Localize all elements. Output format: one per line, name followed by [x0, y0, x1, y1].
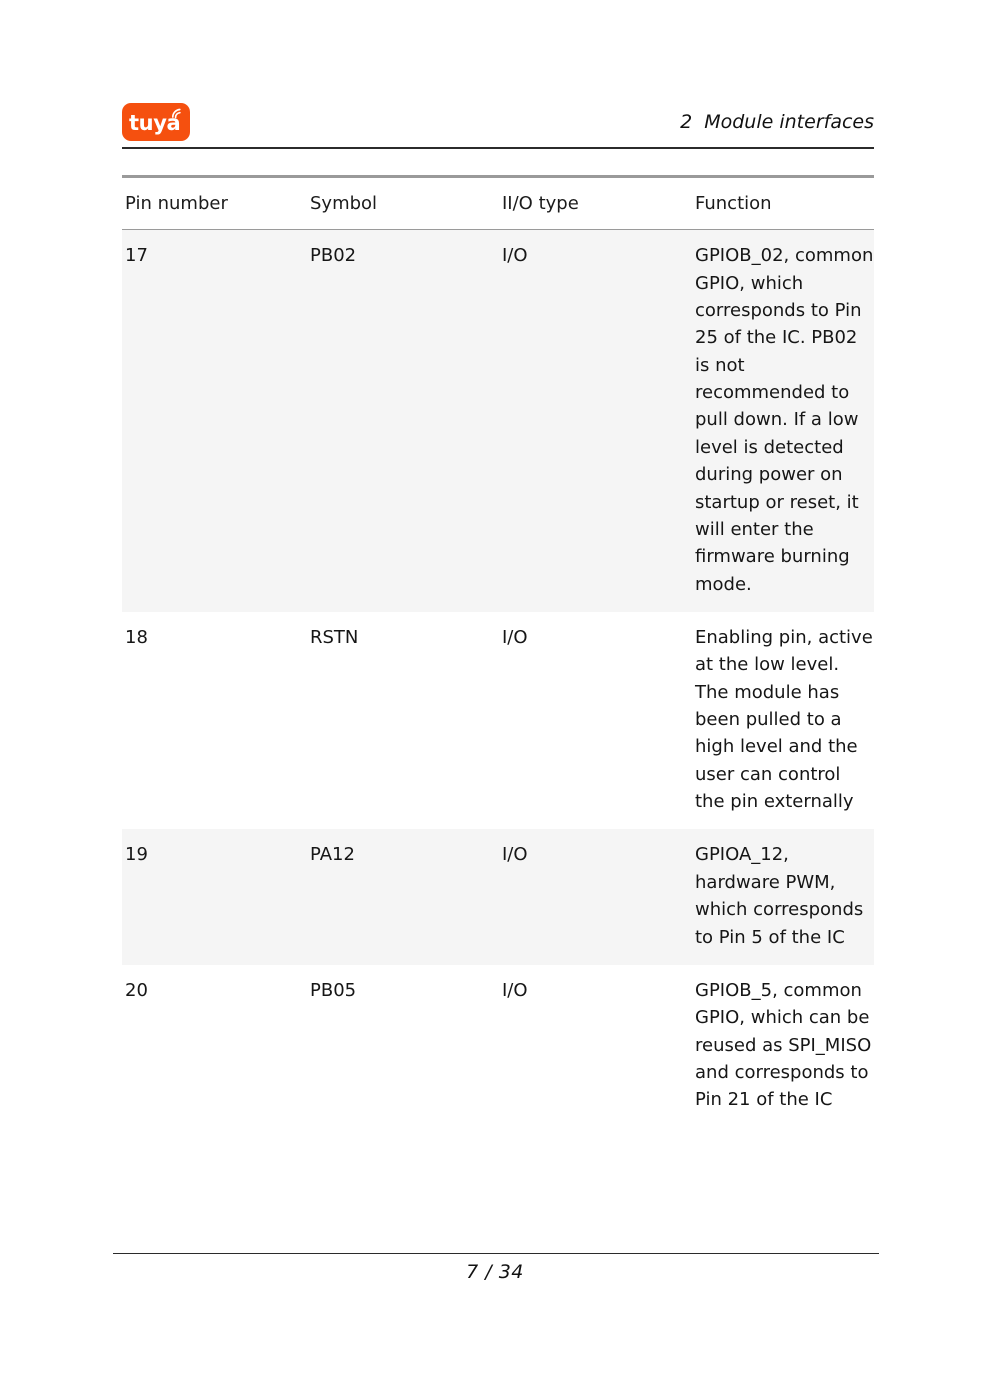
cell-function: GPIOB_02, common GPIO, which corresponds to Pin 25 of the IC. PB02 is not recommended to pull down. If a low level is detected during power on startup or reset, it will enter the firmware burning mode. — [695, 230, 874, 612]
table-row — [122, 829, 874, 964]
column-header-pin-number: Pin number — [122, 177, 310, 230]
cell-symbol: PA12 — [310, 829, 502, 964]
table-body — [122, 230, 874, 1128]
cell-function: GPIOB_5, common GPIO, which can be reused as SPI_MISO and corresponds to Pin 21 of the IC — [695, 979, 872, 1111]
cell-io-type: I/O — [502, 829, 695, 964]
pin-definition-table — [122, 175, 874, 1128]
cell-pin-number: 18 — [125, 626, 148, 648]
cell-symbol: RSTN — [310, 626, 359, 648]
tuya-logo — [122, 103, 190, 141]
column-header-symbol: Symbol — [310, 177, 502, 230]
page-number: 7 / 34 — [466, 1261, 524, 1283]
cell-function: Enabling pin, active at the low level. The module has been pulled to a high level and the user can control the pin externally — [695, 626, 873, 813]
header-divider — [122, 147, 874, 149]
wifi-signal-icon — [170, 106, 184, 120]
cell-io-type: I/O — [502, 626, 528, 648]
footer-divider — [113, 1253, 879, 1254]
cell-symbol: PB02 — [310, 230, 502, 612]
logo-wordmark: tuya — [129, 110, 181, 135]
chapter-title: 2 Module interfaces — [680, 111, 874, 133]
table-header-row — [122, 177, 874, 230]
cell-function: GPIOA_12, hardware PWM, which corresponds to Pin 5 of the IC — [695, 829, 874, 964]
cell-io-type: I/O — [502, 230, 695, 612]
cell-pin-number: 20 — [125, 979, 148, 1001]
table-row — [122, 230, 874, 612]
cell-io-type: I/O — [502, 979, 528, 1001]
page-header — [122, 96, 874, 148]
table-row — [122, 612, 874, 830]
column-header-function: Function — [695, 177, 874, 230]
cell-pin-number: 19 — [122, 829, 310, 964]
table-row — [122, 965, 874, 1128]
cell-symbol: PB05 — [310, 979, 357, 1001]
column-header-io-type: II/O type — [502, 177, 695, 230]
cell-pin-number: 17 — [122, 230, 310, 612]
